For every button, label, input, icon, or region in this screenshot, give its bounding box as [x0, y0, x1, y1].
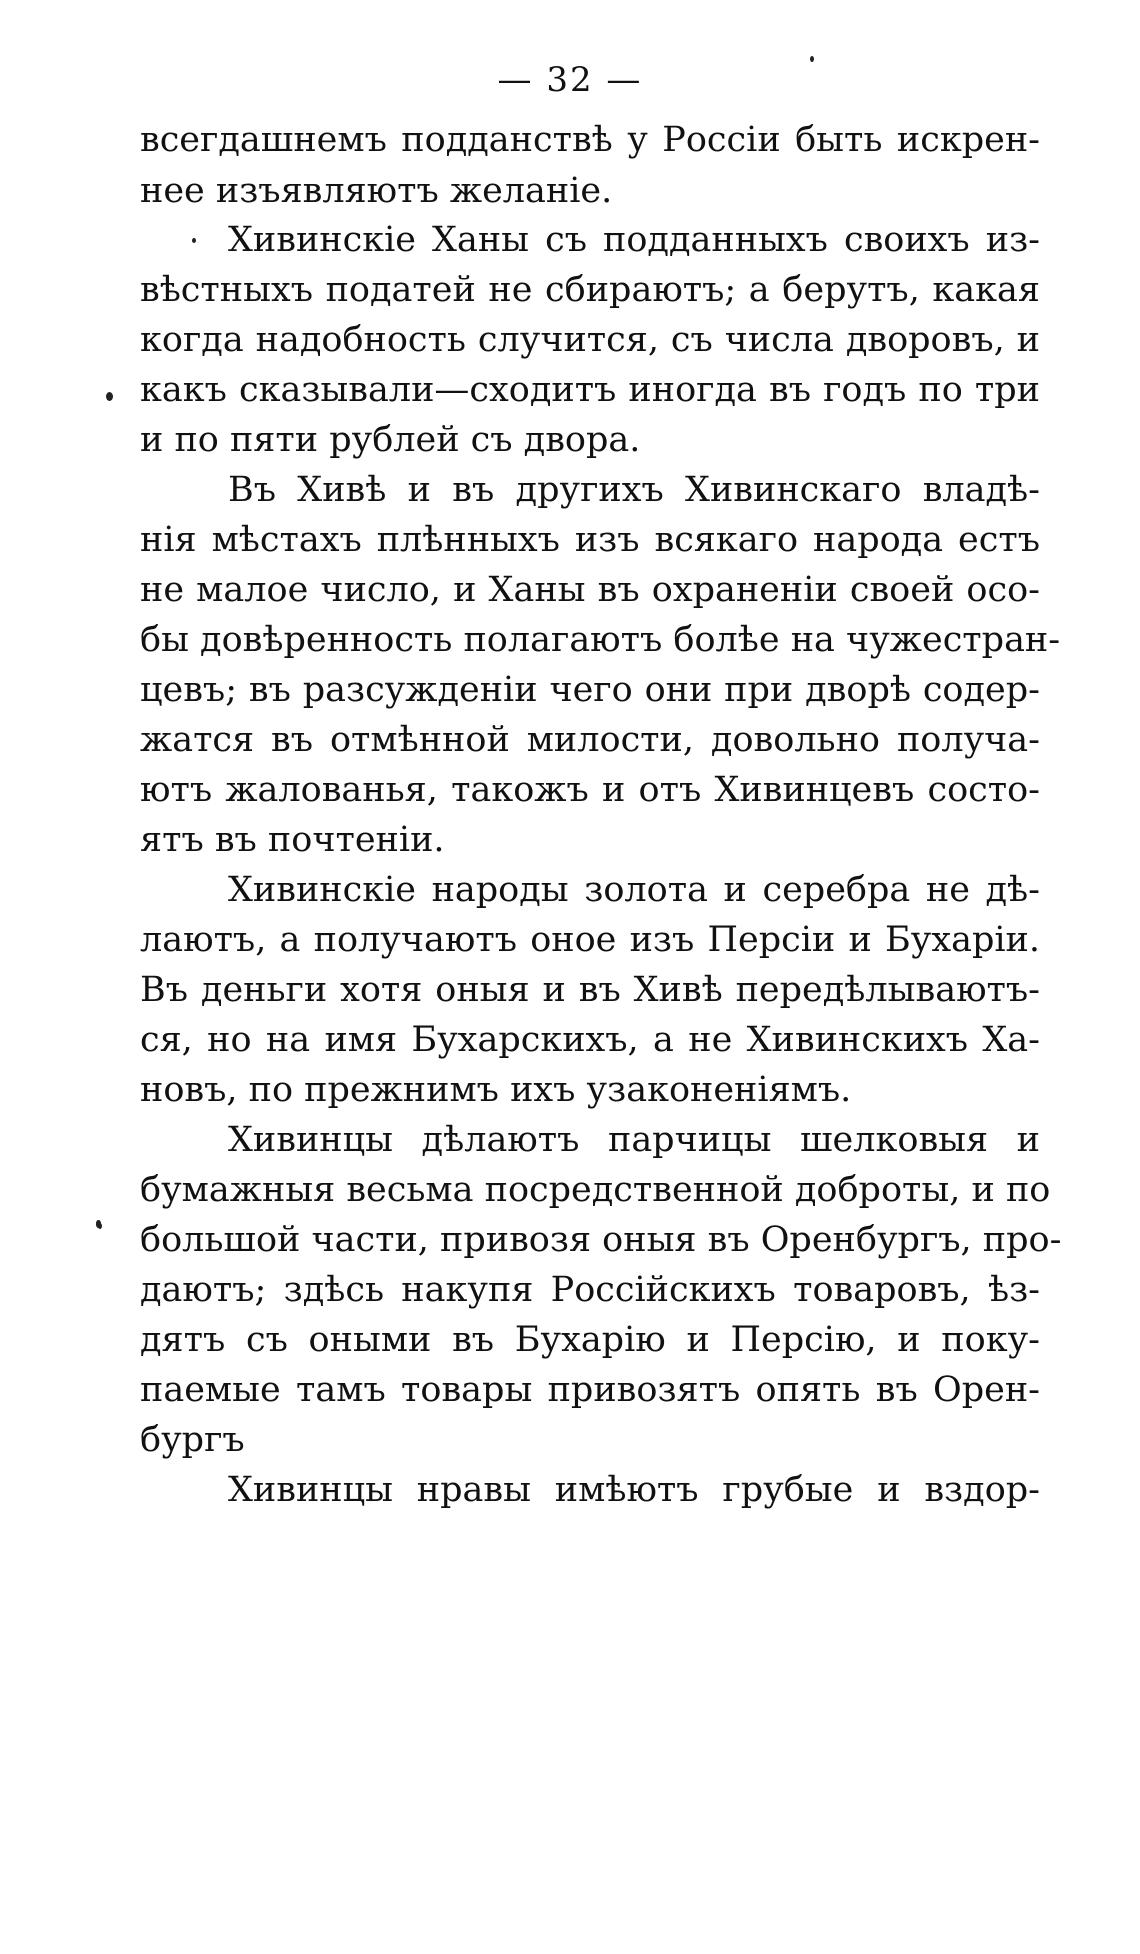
scan-speck — [192, 238, 196, 243]
text-line: Хивинскіе народы золота и серебра не дѣ- — [228, 870, 1040, 910]
text-line: ятъ въ почтеніи. — [140, 820, 445, 860]
text-line: Въ Хивѣ и въ другихъ Хивинскаго владѣ- — [228, 470, 1040, 510]
scan-speck — [810, 56, 814, 62]
text-line: большой части, привозя оныя въ Оренбургъ, про- — [140, 1220, 1062, 1260]
text-line: дятъ съ оными въ Бухарію и Персію, и поку- — [140, 1320, 1040, 1360]
text-line: когда надобность случится, съ числа дворовъ, и — [140, 320, 1040, 360]
page-number: — 32 — — [497, 60, 643, 100]
text-line: бы довѣренность полагаютъ болѣе на чужестран- — [140, 620, 1061, 660]
text-line: ся, но на имя Бухарскихъ, а не Хивинскихъ Ха- — [140, 1020, 1040, 1060]
text-line: бумажныя весьма посредственной доброты, и по — [140, 1170, 1051, 1210]
text-line: даютъ; здѣсь накупя Россійскихъ товаровъ, ѣз- — [140, 1270, 1040, 1310]
text-line: лаютъ, а получаютъ оное изъ Персіи и Бухаріи. — [140, 920, 1040, 960]
scan-speck — [106, 392, 113, 401]
text-line: Хивинскіе Ханы съ подданныхъ своихъ из- — [228, 220, 1040, 260]
text-line: бургъ — [140, 1420, 245, 1460]
text-line: какъ сказывали—сходитъ иногда въ годъ по три — [140, 370, 1040, 410]
text-line: Хивинцы дѣлаютъ парчицы шелковыя и — [228, 1120, 1040, 1160]
text-line: ютъ жалованья, такожъ и отъ Хивинцевъ состо- — [140, 770, 1040, 810]
text-line: цевъ; въ разсужденіи чего они при дворѣ содер- — [140, 670, 1040, 710]
text-line: и по пяти рублей съ двора. — [140, 420, 641, 460]
text-line: вѣстныхъ податей не сбираютъ; а берутъ, какая — [140, 270, 1040, 310]
text-line: паемые тамъ товары привозятъ опять въ Орен- — [140, 1370, 1040, 1410]
text-line: нія мѣстахъ плѣнныхъ изъ всякаго народа естъ — [140, 520, 1040, 560]
text-line: новъ, по прежнимъ ихъ узаконеніямъ. — [140, 1070, 852, 1110]
text-line: не малое число, и Ханы въ охраненіи своей осо- — [140, 570, 1040, 610]
text-line: всегдашнемъ подданствѣ у Россіи быть искрен- — [140, 120, 1040, 160]
text-line: Въ деньги хотя оныя и въ Хивѣ передѣлываютъ- — [140, 970, 1040, 1010]
text-line: жатся въ отмѣнной милости, довольно получа- — [140, 720, 1040, 760]
scan-speck — [98, 1223, 102, 1229]
text-line: нее изъявляютъ желаніе. — [140, 171, 613, 211]
text-line: Хивинцы нравы имѣютъ грубые и вздор- — [228, 1470, 1040, 1510]
